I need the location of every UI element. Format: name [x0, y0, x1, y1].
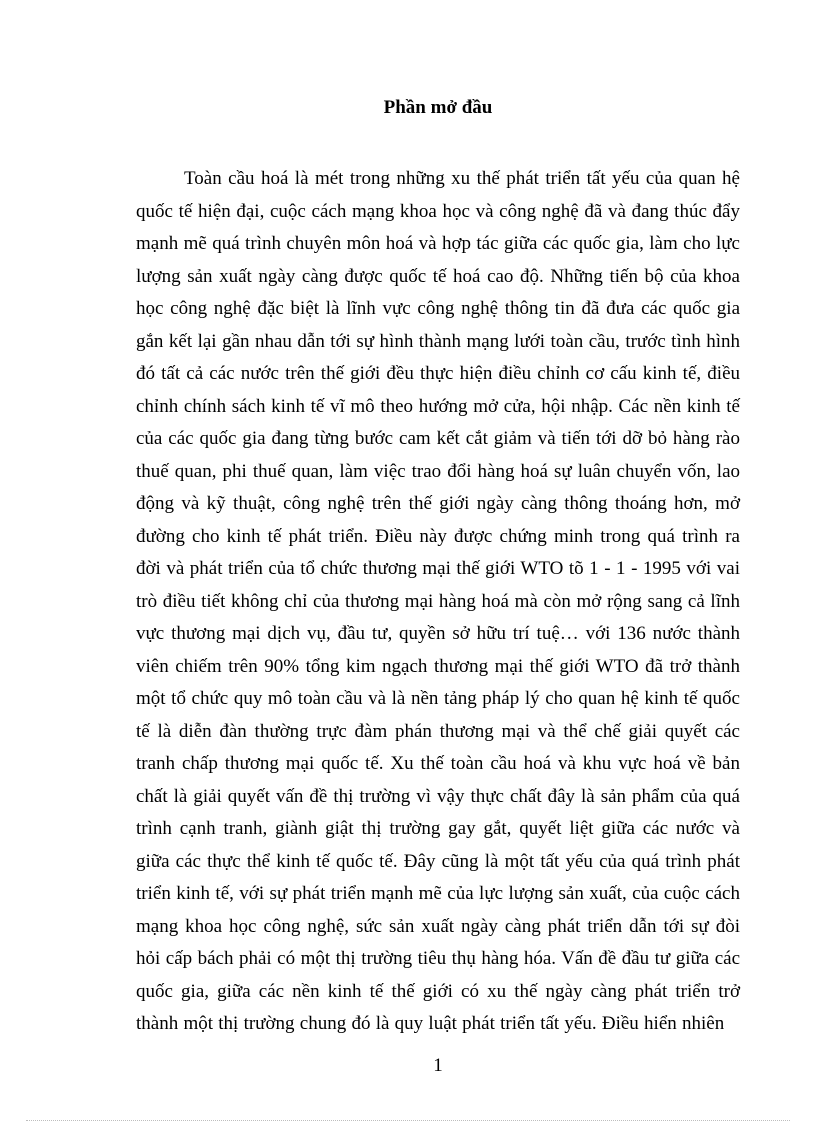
document-title: Phần mở đầu: [383, 97, 493, 118]
body-paragraph: Toàn cầu hoá là mét trong những xu thế phát triển tất yếu của quan hệ quốc tế hiện đại, cuộc cách mạng khoa học và công nghệ đã và đang thúc đẩy mạnh mẽ quá trình chuyên môn hoá và hợp tác giữa các quốc gia, làm cho lực lượng sản xuất ngày càng được quốc tế hoá cao độ. Những tiến bộ của khoa học công nghệ đặc biệt là lĩnh vực công nghệ thông tin đã đưa các quốc gia gắn kết lại gần nhau dẫn tới sự hình thành mạng lưới toàn cầu, trước tình hình đó tất cả các nước trên thế giới đều thực hiện điều chỉnh cơ cấu kinh tế, điều chỉnh chính sách kinh tế vĩ mô theo hướng mở cửa, hội nhập. Các nền kinh tế của các quốc gia đang từng bước cam kết cắt giảm và tiến tới dỡ bỏ hàng rào thuế quan, phi thuế quan, làm việc trao đổi hàng hoá sự luân chuyển vốn, lao động và kỹ thuật, công nghệ trên thế giới ngày càng thông thoáng hơn, mở đường cho kinh tế phát triển. Điều này được chứng minh trong quá trình ra đời và phát triển của tổ chức thương mại thế giới WTO tõ 1 - 1 - 1995 với vai trò điều tiết không chỉ của thương mại hàng hoá mà còn mở rộng sang cả lĩnh vực thương mại dịch vụ, đầu tư, quyền sở hữu trí tuệ… với 136 nước thành viên chiếm trên 90% tổng kim ngạch thương mại thế giới WTO đã trở thành một tổ chức quy mô toàn cầu và là nền tảng pháp lý cho quan hệ kinh tế quốc tế là diễn đàn thường trực đàm phán thương mại và thể chế giải quyết các tranh chấp thương mại quốc tế. Xu thế toàn cầu hoá và khu vực hoá về bản chất là giải quyết vấn đề thị trường vì vậy thực chất đây là sản phẩm của quá trình cạnh tranh, giành giật thị trường gay gắt, quyết liệt giữa các nước và giữa các thực thể kinh tế quốc tế. Đây cũng là một tất yếu của quá trình phát triển kinh tế, với sự phát triển mạnh mẽ của lực lượng sản xuất, của cuộc cách mạng khoa học công nghệ, sức sản xuất ngày càng phát triển dẫn tới sự đòi hỏi cấp bách phải có một thị trường tiêu thụ hàng hóa. Vấn đề đầu tư giữa các quốc gia, giữa các nền kinh tế thế giới có xu thế ngày càng phát triển trở thành một thị trường chung đó là quy luật phát triển tất yếu. Điều hiển nhiên: [136, 168, 740, 1034]
page-number: 1: [433, 1055, 443, 1076]
page-bottom-divider: [26, 1120, 790, 1121]
